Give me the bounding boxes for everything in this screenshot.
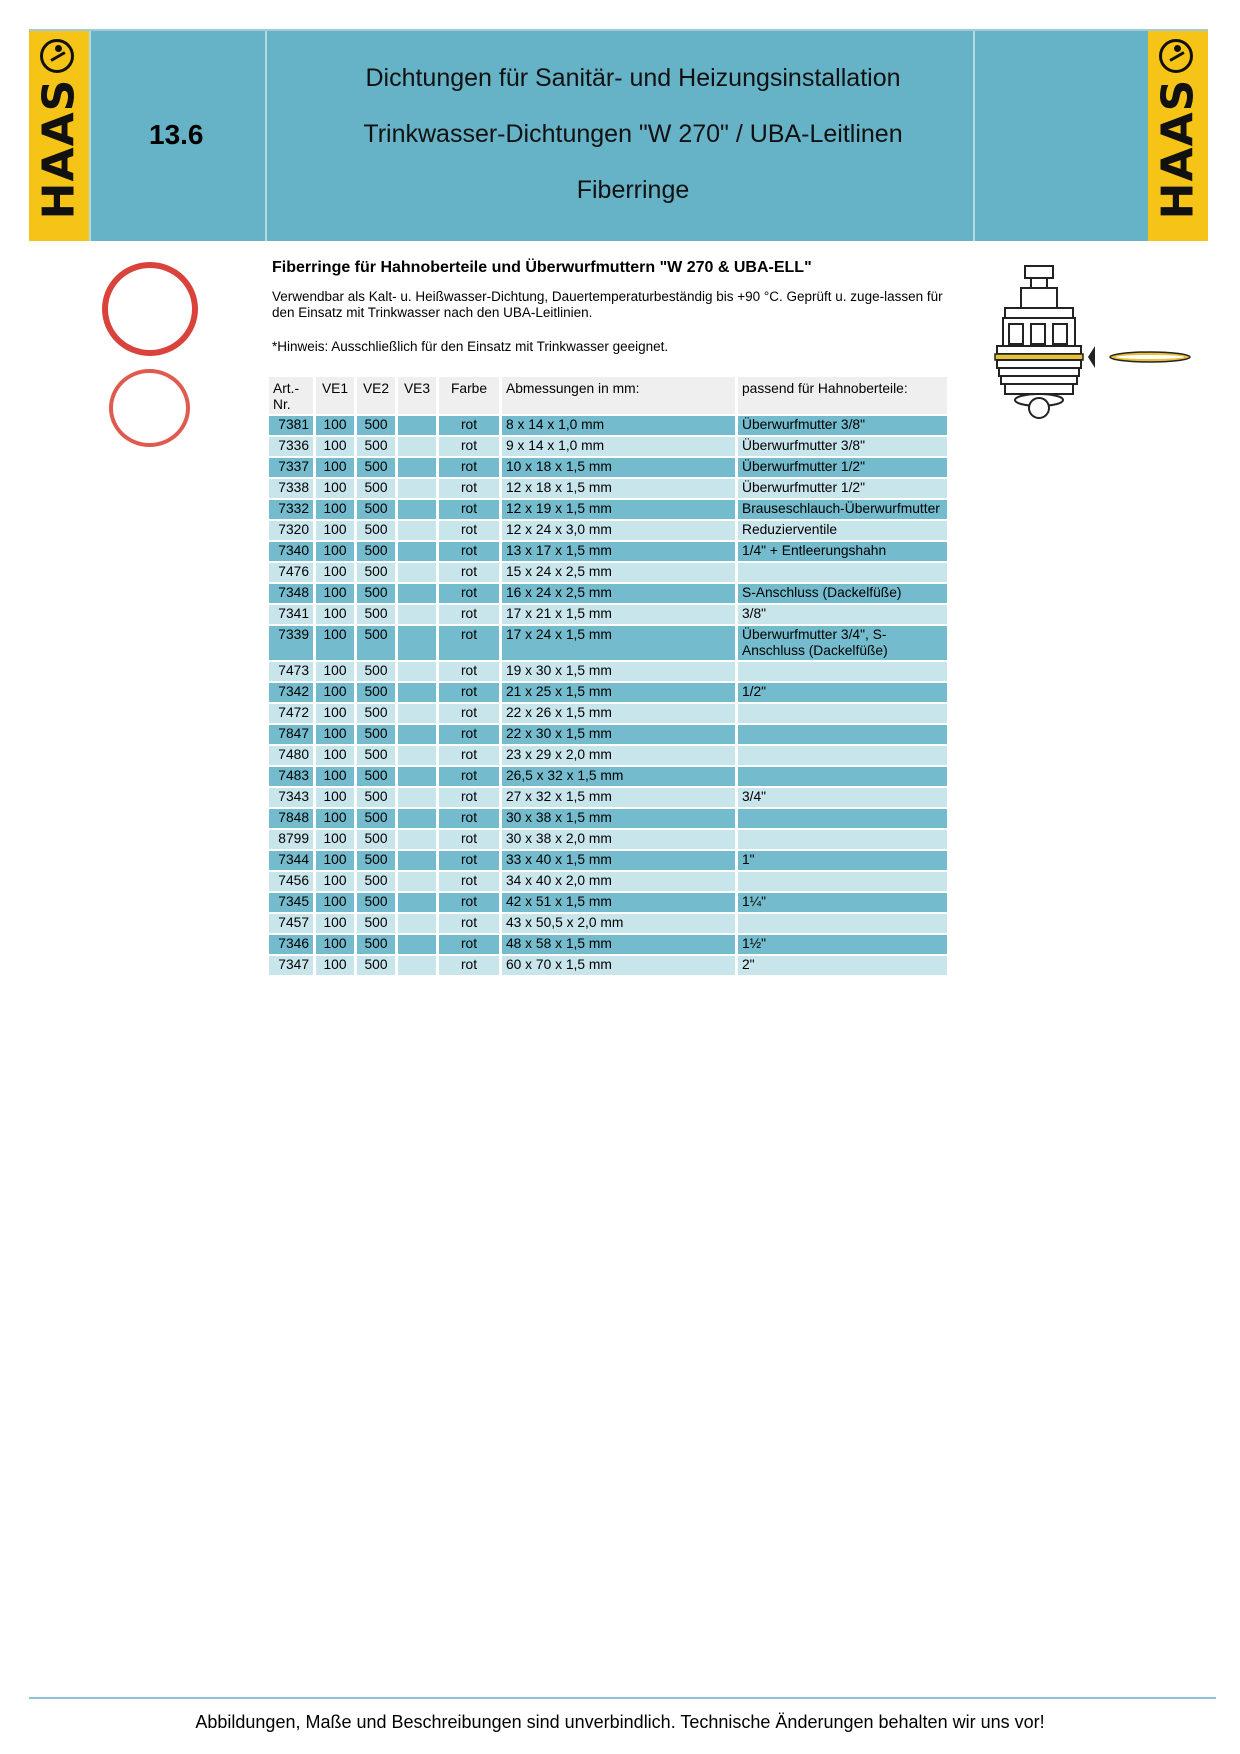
cell-ve2: 500 [357, 788, 395, 807]
table-row [269, 662, 947, 681]
cell-ve1: 100 [316, 809, 354, 828]
cell-ve3 [398, 584, 436, 603]
fiber-ring-small-image [109, 369, 190, 447]
cell-farbe: rot [439, 830, 499, 849]
cell-fits: 1½" [738, 935, 947, 954]
cell-fits [738, 563, 947, 582]
cell-dimensions: 22 x 26 x 1,5 mm [502, 704, 735, 723]
cell-fits [738, 767, 947, 786]
cell-farbe: rot [439, 662, 499, 681]
cell-fits [738, 662, 947, 681]
cell-dimensions: 30 x 38 x 2,0 mm [502, 830, 735, 849]
cell-ve1: 100 [316, 500, 354, 519]
cell-ve2: 500 [357, 830, 395, 849]
cell-ve3 [398, 458, 436, 477]
cell-farbe: rot [439, 500, 499, 519]
cell-ve2: 500 [357, 914, 395, 933]
tap-valve-image [985, 262, 1200, 452]
table-row [269, 872, 947, 891]
table-row [269, 626, 947, 660]
cell-farbe: rot [439, 851, 499, 870]
col-header-ve1: VE1 [316, 377, 354, 414]
logo-text: HAAS [33, 78, 85, 220]
cell-ve1: 100 [316, 788, 354, 807]
cell-dimensions: 13 x 17 x 1,5 mm [502, 542, 735, 561]
cell-farbe: rot [439, 584, 499, 603]
cell-dimensions: 12 x 24 x 3,0 mm [502, 521, 735, 540]
fiber-ring-large-image [102, 262, 198, 356]
cell-ve3 [398, 851, 436, 870]
col-header-ve2: VE2 [357, 377, 395, 414]
cell-ve2: 500 [357, 872, 395, 891]
table-row [269, 683, 947, 702]
logo-text: HAAS [1152, 78, 1204, 220]
cell-fits: Überwurfmutter 3/4", S-Anschluss (Dackelfüße) [738, 626, 947, 660]
cell-fits [738, 725, 947, 744]
cell-art-nr: 7343 [269, 788, 313, 807]
cell-ve3 [398, 788, 436, 807]
page-header [29, 29, 1208, 241]
cell-ve1: 100 [316, 605, 354, 624]
cell-farbe: rot [439, 479, 499, 498]
table-row [269, 935, 947, 954]
table-row [269, 704, 947, 723]
cell-farbe: rot [439, 458, 499, 477]
table-row [269, 956, 947, 975]
cell-fits: 1/2" [738, 683, 947, 702]
table-row [269, 914, 947, 933]
table-row [269, 830, 947, 849]
cell-art-nr: 7347 [269, 956, 313, 975]
cell-art-nr: 7847 [269, 725, 313, 744]
cell-ve3 [398, 605, 436, 624]
cell-ve2: 500 [357, 521, 395, 540]
cell-dimensions: 9 x 14 x 1,0 mm [502, 437, 735, 456]
cell-art-nr: 7848 [269, 809, 313, 828]
cell-ve2: 500 [357, 626, 395, 660]
haas-logo [29, 31, 89, 241]
table-row [269, 563, 947, 582]
cell-ve3 [398, 563, 436, 582]
cell-ve2: 500 [357, 563, 395, 582]
cell-art-nr: 7476 [269, 563, 313, 582]
cell-fits: Überwurfmutter 3/8" [738, 437, 947, 456]
cell-ve2: 500 [357, 416, 395, 435]
cell-art-nr: 7336 [269, 437, 313, 456]
table-row [269, 893, 947, 912]
cell-ve3 [398, 704, 436, 723]
cell-farbe: rot [439, 542, 499, 561]
cell-art-nr: 7381 [269, 416, 313, 435]
cell-dimensions: 60 x 70 x 1,5 mm [502, 956, 735, 975]
cell-fits: Reduzierventile [738, 521, 947, 540]
cell-art-nr: 7480 [269, 746, 313, 765]
cell-fits: Überwurfmutter 1/2" [738, 458, 947, 477]
cell-farbe: rot [439, 704, 499, 723]
cell-fits: Überwurfmutter 3/8" [738, 416, 947, 435]
cell-ve3 [398, 479, 436, 498]
cell-dimensions: 27 x 32 x 1,5 mm [502, 788, 735, 807]
logo-emblem-icon [40, 39, 74, 73]
header-title-line-3: Fiberringe [576, 176, 690, 204]
cell-farbe: rot [439, 626, 499, 660]
cell-dimensions: 26,5 x 32 x 1,5 mm [502, 767, 735, 786]
cell-farbe: rot [439, 605, 499, 624]
cell-ve1: 100 [316, 458, 354, 477]
table-row [269, 605, 947, 624]
logo-emblem-icon [1159, 39, 1193, 73]
table-row [269, 851, 947, 870]
cell-ve1: 100 [316, 956, 354, 975]
footer-divider [29, 1697, 1216, 1699]
cell-ve2: 500 [357, 605, 395, 624]
cell-dimensions: 12 x 19 x 1,5 mm [502, 500, 735, 519]
product-heading: Fiberringe für Hahnoberteile und Überwurfmuttern "W 270 & UBA-ELL" [272, 259, 812, 276]
cell-fits: 1/4" + Entleerungshahn [738, 542, 947, 561]
cell-farbe: rot [439, 746, 499, 765]
section-number: 13.6 [149, 119, 204, 150]
cell-ve1: 100 [316, 746, 354, 765]
cell-fits: Brauseschlauch-Überwurfmutter [738, 500, 947, 519]
cell-farbe: rot [439, 788, 499, 807]
cell-dimensions: 48 x 58 x 1,5 mm [502, 935, 735, 954]
cell-ve3 [398, 542, 436, 561]
cell-dimensions: 12 x 18 x 1,5 mm [502, 479, 735, 498]
haas-logo [1148, 31, 1208, 241]
cell-ve2: 500 [357, 542, 395, 561]
header-divider [973, 31, 975, 241]
cell-ve3 [398, 935, 436, 954]
cell-art-nr: 7345 [269, 893, 313, 912]
cell-dimensions: 15 x 24 x 2,5 mm [502, 563, 735, 582]
cell-ve3 [398, 809, 436, 828]
cell-fits: 1" [738, 851, 947, 870]
cell-dimensions: 43 x 50,5 x 2,0 mm [502, 914, 735, 933]
cell-fits [738, 746, 947, 765]
cell-art-nr: 7341 [269, 605, 313, 624]
cell-dimensions: 19 x 30 x 1,5 mm [502, 662, 735, 681]
table-row [269, 746, 947, 765]
cell-ve2: 500 [357, 893, 395, 912]
cell-art-nr: 7337 [269, 458, 313, 477]
cell-dimensions: 17 x 24 x 1,5 mm [502, 626, 735, 660]
cell-art-nr: 7473 [269, 662, 313, 681]
cell-ve1: 100 [316, 683, 354, 702]
cell-ve3 [398, 914, 436, 933]
cell-farbe: rot [439, 683, 499, 702]
cell-farbe: rot [439, 956, 499, 975]
cell-farbe: rot [439, 767, 499, 786]
cell-art-nr: 7339 [269, 626, 313, 660]
header-title-line-2: Trinkwasser-Dichtungen "W 270" / UBA-Leitlinen [363, 120, 903, 148]
cell-ve3 [398, 956, 436, 975]
cell-ve1: 100 [316, 935, 354, 954]
cell-ve2: 500 [357, 851, 395, 870]
table-row [269, 767, 947, 786]
cell-art-nr: 7338 [269, 479, 313, 498]
cell-ve2: 500 [357, 704, 395, 723]
cell-ve1: 100 [316, 521, 354, 540]
cell-dimensions: 42 x 51 x 1,5 mm [502, 893, 735, 912]
cell-farbe: rot [439, 437, 499, 456]
footer-disclaimer: Abbildungen, Maße und Beschreibungen sind unverbindlich. Technische Änderungen behalten wir uns vor! [195, 1712, 1045, 1732]
cell-art-nr: 7472 [269, 704, 313, 723]
cell-fits: 3/4" [738, 788, 947, 807]
cell-ve2: 500 [357, 458, 395, 477]
cell-farbe: rot [439, 809, 499, 828]
cell-farbe: rot [439, 893, 499, 912]
cell-ve2: 500 [357, 437, 395, 456]
product-hint: *Hinweis: Ausschließlich für den Einsatz mit Trinkwasser geeignet. [272, 339, 669, 354]
table-row [269, 416, 947, 435]
cell-fits: 2" [738, 956, 947, 975]
cell-ve1: 100 [316, 851, 354, 870]
table-row [269, 500, 947, 519]
cell-art-nr: 7456 [269, 872, 313, 891]
cell-dimensions: 34 x 40 x 2,0 mm [502, 872, 735, 891]
cell-art-nr: 7346 [269, 935, 313, 954]
product-table [266, 375, 950, 977]
cell-dimensions: 22 x 30 x 1,5 mm [502, 725, 735, 744]
cell-ve1: 100 [316, 830, 354, 849]
cell-ve3 [398, 872, 436, 891]
table-row [269, 584, 947, 603]
cell-dimensions: 10 x 18 x 1,5 mm [502, 458, 735, 477]
cell-fits [738, 809, 947, 828]
cell-ve3 [398, 830, 436, 849]
cell-fits: S-Anschluss (Dackelfüße) [738, 584, 947, 603]
cell-ve1: 100 [316, 416, 354, 435]
cell-art-nr: 7344 [269, 851, 313, 870]
cell-fits [738, 914, 947, 933]
cell-ve2: 500 [357, 956, 395, 975]
cell-art-nr: 7457 [269, 914, 313, 933]
cell-farbe: rot [439, 563, 499, 582]
table-header-row [269, 377, 947, 414]
product-description: Verwendbar als Kalt- u. Heißwasser-Dichtung, Dauertemperaturbeständig bis +90 °C. Geprüft u. zuge-lassen für den Einsatz mit Trinkwasser nach den UBA-Leitlinien. [272, 289, 943, 320]
cell-ve1: 100 [316, 479, 354, 498]
cell-farbe: rot [439, 416, 499, 435]
cell-fits: 3/8" [738, 605, 947, 624]
cell-ve3 [398, 416, 436, 435]
cell-art-nr: 7332 [269, 500, 313, 519]
cell-ve3 [398, 437, 436, 456]
cell-dimensions: 30 x 38 x 1,5 mm [502, 809, 735, 828]
cell-ve2: 500 [357, 809, 395, 828]
cell-ve2: 500 [357, 500, 395, 519]
cell-ve1: 100 [316, 662, 354, 681]
cell-art-nr: 8799 [269, 830, 313, 849]
cell-fits [738, 704, 947, 723]
header-title-line-1: Dichtungen für Sanitär- und Heizungsinstallation [365, 64, 901, 92]
cell-dimensions: 33 x 40 x 1,5 mm [502, 851, 735, 870]
cell-fits: Überwurfmutter 1/2" [738, 479, 947, 498]
cell-ve3 [398, 683, 436, 702]
cell-ve1: 100 [316, 914, 354, 933]
cell-ve2: 500 [357, 662, 395, 681]
cell-ve3 [398, 662, 436, 681]
cell-ve3 [398, 500, 436, 519]
table-row [269, 458, 947, 477]
cell-ve3 [398, 725, 436, 744]
table-row [269, 725, 947, 744]
cell-ve1: 100 [316, 767, 354, 786]
table-row [269, 479, 947, 498]
cell-dimensions: 23 x 29 x 2,0 mm [502, 746, 735, 765]
table-row [269, 788, 947, 807]
cell-fits: 1¼" [738, 893, 947, 912]
cell-ve3 [398, 767, 436, 786]
cell-ve1: 100 [316, 725, 354, 744]
cell-art-nr: 7348 [269, 584, 313, 603]
cell-ve3 [398, 626, 436, 660]
table-row [269, 437, 947, 456]
cell-fits [738, 830, 947, 849]
table-row [269, 521, 947, 540]
cell-ve3 [398, 521, 436, 540]
cell-farbe: rot [439, 914, 499, 933]
cell-ve1: 100 [316, 563, 354, 582]
cell-ve1: 100 [316, 584, 354, 603]
cell-farbe: rot [439, 521, 499, 540]
cell-dimensions: 8 x 14 x 1,0 mm [502, 416, 735, 435]
col-header-art-nr: Art.-Nr. [269, 377, 313, 414]
cell-dimensions: 21 x 25 x 1,5 mm [502, 683, 735, 702]
col-header-ve3: VE3 [398, 377, 436, 414]
cell-ve1: 100 [316, 893, 354, 912]
cell-ve1: 100 [316, 626, 354, 660]
table-row [269, 809, 947, 828]
cell-ve2: 500 [357, 725, 395, 744]
cell-art-nr: 7483 [269, 767, 313, 786]
cell-art-nr: 7342 [269, 683, 313, 702]
cell-ve3 [398, 746, 436, 765]
header-divider [89, 31, 91, 241]
cell-farbe: rot [439, 935, 499, 954]
cell-ve3 [398, 893, 436, 912]
table-row [269, 542, 947, 561]
cell-art-nr: 7340 [269, 542, 313, 561]
col-header-fits: passend für Hahnoberteile: [738, 377, 947, 414]
cell-ve1: 100 [316, 437, 354, 456]
cell-farbe: rot [439, 725, 499, 744]
cell-dimensions: 16 x 24 x 2,5 mm [502, 584, 735, 603]
cell-farbe: rot [439, 872, 499, 891]
cell-ve1: 100 [316, 872, 354, 891]
cell-ve2: 500 [357, 935, 395, 954]
cell-dimensions: 17 x 21 x 1,5 mm [502, 605, 735, 624]
table-body [269, 416, 947, 975]
col-header-farbe: Farbe [439, 377, 499, 414]
cell-ve1: 100 [316, 542, 354, 561]
cell-ve2: 500 [357, 584, 395, 603]
cell-ve2: 500 [357, 767, 395, 786]
cell-ve1: 100 [316, 704, 354, 723]
cell-ve2: 500 [357, 746, 395, 765]
cell-ve2: 500 [357, 479, 395, 498]
cell-fits [738, 872, 947, 891]
col-header-dimensions: Abmessungen in mm: [502, 377, 735, 414]
cell-ve2: 500 [357, 683, 395, 702]
cell-art-nr: 7320 [269, 521, 313, 540]
